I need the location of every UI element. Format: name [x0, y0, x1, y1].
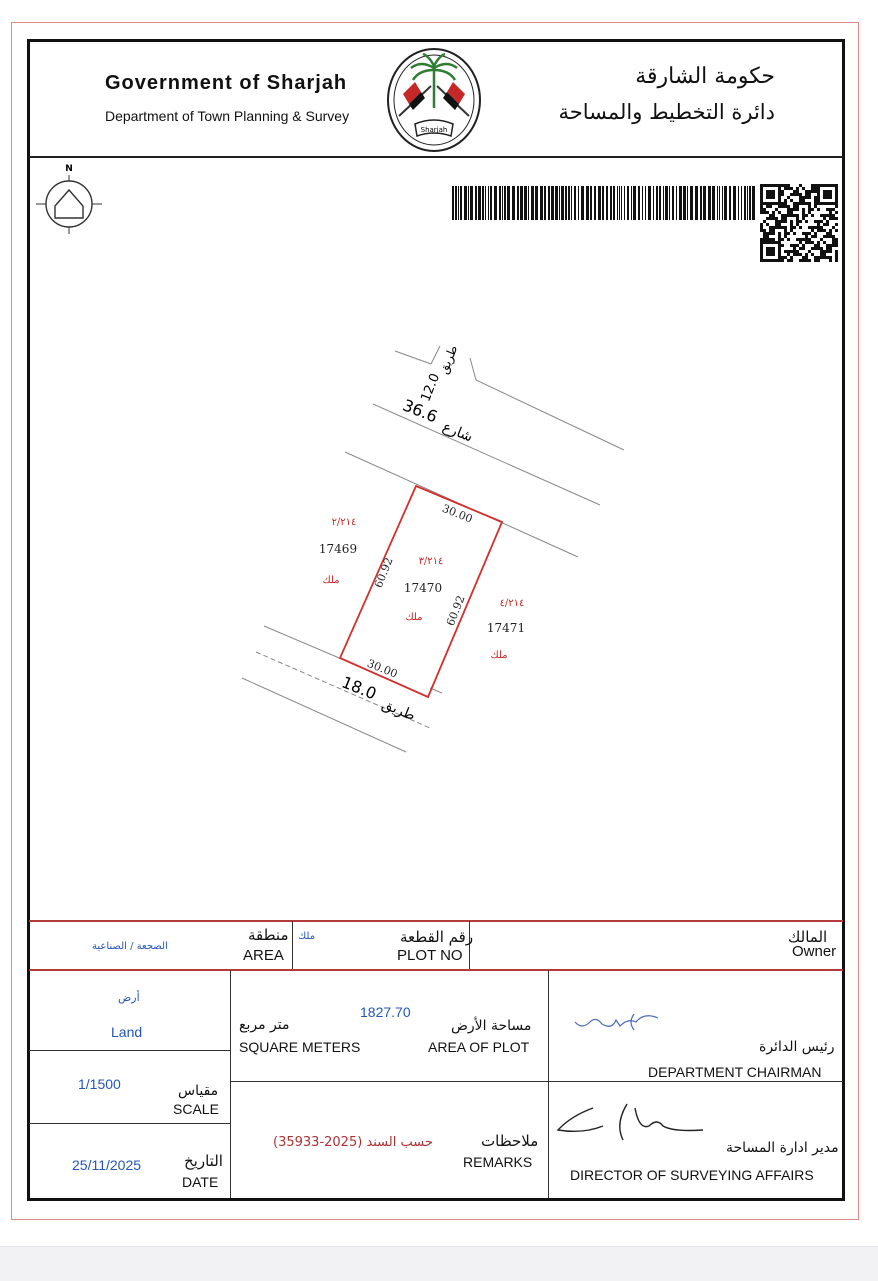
plot-right-type: ملك	[490, 650, 508, 661]
department-title-ar: دائرة التخطيط والمساحة	[558, 100, 775, 124]
street-name: شارع	[440, 419, 475, 446]
dim-bottom: 30.00	[365, 656, 400, 681]
chairman-signature-icon	[572, 1008, 662, 1036]
area-of-plot-value: 1827.70	[360, 1004, 411, 1020]
emblem-banner-text: Sharjah	[420, 126, 448, 134]
info-top-divider	[29, 920, 843, 922]
sqm-label-en: SQUARE METERS	[239, 1039, 361, 1055]
chairman-label-ar: رئيس الدائرة	[759, 1039, 835, 1055]
date-label-en: DATE	[182, 1174, 219, 1190]
date-value: 25/11/2025	[72, 1157, 142, 1173]
plot-left-code: ٢/٢١٤	[331, 517, 357, 528]
area-value: الصجعة / الصناعية	[92, 941, 168, 952]
dim-right: 60.92	[443, 593, 468, 628]
plot-main-type: ملك	[405, 612, 423, 623]
director-label-ar: مدير ادارة المساحة	[726, 1140, 839, 1156]
scale-label-en: SCALE	[173, 1101, 219, 1117]
street-width: 36.6	[399, 395, 441, 427]
remarks-value: حسب السند (2025-35933)	[273, 1135, 433, 1150]
plot-no-value: ملك	[298, 931, 316, 942]
department-title-en: Department of Town Planning & Survey	[105, 108, 350, 124]
owner-label-en: Owner	[792, 943, 837, 960]
director-label-en: DIRECTOR OF SURVEYING AFFAIRS	[570, 1167, 814, 1183]
dim-top: 30.00	[440, 501, 475, 526]
owner-label-ar: المالك	[788, 928, 828, 946]
plot-left-type: ملك	[322, 575, 340, 586]
area-label-ar: منطقة	[248, 926, 289, 944]
road-bottom-name: طريق	[379, 696, 418, 725]
road-top-name: طريق	[436, 343, 461, 376]
col-divider-left	[230, 970, 231, 1198]
plot-no-label-en: PLOT NO	[397, 947, 463, 964]
director-signature-icon	[553, 1100, 713, 1146]
left-divider-1	[29, 1050, 230, 1051]
middle-divider	[230, 1081, 843, 1082]
road-top-width: 12.0	[418, 371, 444, 404]
remarks-label-en: REMARKS	[463, 1154, 533, 1170]
chairman-label-en: DEPARTMENT CHAIRMAN	[648, 1064, 822, 1080]
area-of-plot-label-en: AREA OF PLOT	[428, 1039, 530, 1055]
plot-right-code: ٤/٢١٤	[499, 598, 525, 609]
area-of-plot-label-ar: مساحة الأرض	[451, 1018, 532, 1034]
land-type-en: Land	[111, 1024, 143, 1040]
plot-main-code: ٣/٢١٤	[418, 556, 444, 567]
col-divider-right	[548, 970, 549, 1198]
bottom-bar	[0, 1246, 878, 1281]
north-label: N	[65, 164, 73, 174]
area-label-en: AREA	[243, 947, 284, 964]
left-divider-2	[29, 1123, 230, 1124]
sqm-label-ar: متر مربع	[239, 1017, 290, 1033]
land-type-ar: أرض	[118, 991, 140, 1004]
plot-main-number: 17470	[403, 581, 443, 595]
date-label-ar: التاريخ	[184, 1152, 223, 1170]
info-row-divider	[29, 969, 843, 971]
dim-left: 60.92	[371, 555, 396, 590]
col-divider-area	[292, 921, 293, 969]
remarks-label-ar: ملاحظات	[481, 1132, 539, 1150]
plot-left-number: 17469	[318, 542, 358, 556]
plot-right-number: 17471	[486, 621, 526, 635]
scale-label-ar: مقياس	[178, 1083, 219, 1099]
road-bottom-width: 18.0	[338, 672, 380, 704]
government-title-ar: حكومة الشارقة	[635, 64, 775, 89]
government-title-en: Government of Sharjah	[105, 72, 348, 94]
scale-value: 1/1500	[78, 1076, 121, 1092]
plot-no-label-ar: رقم القطعة	[400, 928, 474, 946]
